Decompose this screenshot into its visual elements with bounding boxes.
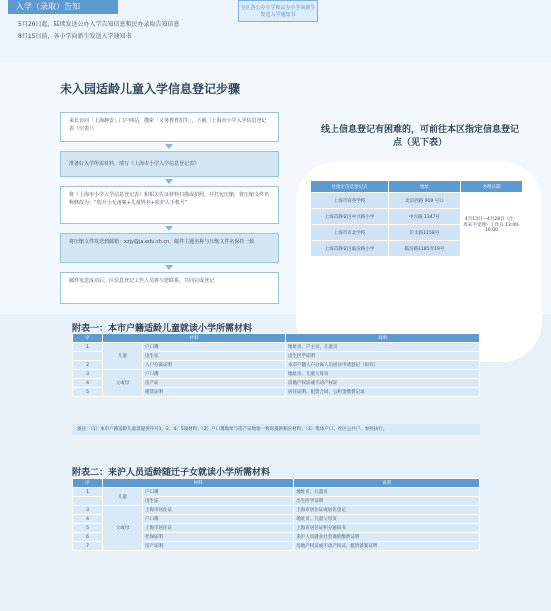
table-row-note: 居住证明、租赁合同、公积金缴费记录 xyxy=(285,388,479,397)
step-3: 将《上海市小学入学信息登记表》和相关佐证材料扫描或拍照，并打包压缩，将压缩文件名称修改为：“幼升小无备案+儿童姓名+监护人手机号” xyxy=(60,186,279,224)
table-row-note: 出生医学证明 xyxy=(285,352,479,361)
steps-panel xyxy=(0,62,551,314)
table-row-no: 3 xyxy=(73,370,103,379)
table1-title: 附表一：本市户籍适龄儿童就读小学所需材料 xyxy=(72,324,253,334)
table-row-no: 1 xyxy=(73,488,103,497)
table2-header-note: 说明 xyxy=(294,479,480,488)
table-row-item: 社保证明 xyxy=(143,533,294,542)
table-row-note: 地址页、户主页、儿童页 xyxy=(285,343,479,352)
table-row-no: 2 xyxy=(73,361,103,370)
date-line-1: 5月20日起，陆续发送公办入学告知信息和民办录取告知信息 xyxy=(18,21,180,28)
table-row-item: 房产证明 xyxy=(143,542,294,551)
section-tag: 入学（录取）告知 xyxy=(8,0,118,14)
table-row-group: 儿童 xyxy=(103,343,143,370)
table1-remarks: 备注：（1）本市户籍适龄儿童需提供序号1、2、4、5项材料；（2）户口簿地址与房产证地址一致时提供相应材料；（3）集体户口、社区公共户，参照执行。 xyxy=(72,424,480,435)
offline-title: 线上信息登记有困难的，可前往本区指定信息登记点（见下表） xyxy=(320,125,519,148)
table2 xyxy=(72,478,480,551)
table-row-note: 本市户籍人户分离人员居住申请登记（如有） xyxy=(285,361,479,370)
table1 xyxy=(72,333,480,397)
table-row-item: 户口簿 xyxy=(143,343,286,352)
table1-header-material: 材料 xyxy=(103,334,286,343)
table-row-note: 地址页、儿童父母页 xyxy=(294,515,480,524)
office-address: 北京西路 919 号口 xyxy=(389,193,461,209)
office-header-address: 地址 xyxy=(389,181,461,193)
table-row-item: 上海市居住证 xyxy=(143,524,294,533)
table-row-item: 户口簿 xyxy=(143,370,286,379)
step-1: 来长访问「上海静安」门户网站，搜索「义务教育招生」，下载《上海市小学入学信息登记表（空表）》 xyxy=(60,112,279,142)
table2-title: 附表二：来沪人员适龄随迁子女就读小学所需材料 xyxy=(72,468,271,478)
arrow-down-icon xyxy=(165,144,173,149)
table-row-note: 出生医学证明 xyxy=(294,497,480,506)
table-row-no: 6 xyxy=(73,533,103,542)
table-row-no: 1 xyxy=(73,343,103,352)
arrow-down-icon xyxy=(165,226,173,231)
table-row-note: 房地产权证或不动产权证、租赁备案证明 xyxy=(294,542,480,551)
office-address: 沪太路1158号 xyxy=(389,225,461,241)
top-banner xyxy=(0,0,551,62)
table-row-item: 出生证 xyxy=(143,352,286,361)
table-row-item: 出生证 xyxy=(143,497,294,506)
table-row-item: 户口簿 xyxy=(143,488,294,497)
table1-header-note: 说明 xyxy=(285,334,479,343)
table-row-note: 上海市居住证或居住登记 xyxy=(294,506,480,515)
arrow-down-icon xyxy=(165,265,173,270)
office-header-date: 办理日期 xyxy=(461,181,523,193)
table-row-item: 租赁证明 xyxy=(143,388,286,397)
table-row-note: 上海市居住证积分通知书 xyxy=(294,524,480,533)
table-row-no: 5 xyxy=(73,524,103,533)
table-row-group: 儿童 xyxy=(103,488,143,506)
office-name: 上海市市北学校 xyxy=(311,225,389,241)
table1-header-no: 序 xyxy=(73,334,103,343)
table2-header-no: 序 xyxy=(73,479,103,488)
office-header-name: 区指定信息登记点 xyxy=(311,181,389,193)
office-table xyxy=(310,180,523,257)
table-row-item: 户口簿 xyxy=(143,515,294,524)
step-4: 将压缩文件发送到邮箱：xzjy@ja.edu.sh.cn，邮件主题名称与压缩文件名保持一致 xyxy=(60,233,279,263)
table-row-no: 5 xyxy=(73,388,103,397)
notice-box: 全区各公办小学和民办小学向新生发送入学通知书 xyxy=(238,0,318,22)
step-5: 邮件发送成功后，区信息登记工作人员将与您联系，共同完成登记 xyxy=(60,272,279,304)
table-row-item: 上海市居住证 xyxy=(143,506,294,515)
office-hours: 4月13日—4月28日（注：周末不受理）工作日 13:00-16:00 xyxy=(461,193,523,257)
table-row-no: 3 xyxy=(73,506,103,515)
date-line-2: 8月15日前，各小学向新生发送入学通知书 xyxy=(18,33,132,40)
table-row-no: 4 xyxy=(73,515,103,524)
office-name: 上海市育英学校 xyxy=(311,193,389,209)
table2-header-material: 材料 xyxy=(103,479,294,488)
steps-title: 未入园适龄儿童入学信息登记步骤 xyxy=(60,82,241,96)
table-row-no: 4 xyxy=(73,379,103,388)
table-row-note: 地址页、儿童页 xyxy=(294,488,480,497)
arrow-down-icon xyxy=(165,179,173,184)
table-row-note: 房地产权证或不动产权证 xyxy=(285,379,479,388)
table-row-group: 父或母 xyxy=(103,370,143,397)
table-row-no xyxy=(73,497,103,506)
office-name: 上海市静安区临汾路小学 xyxy=(311,241,389,257)
office-name: 上海市静安区中兴路小学 xyxy=(311,209,389,225)
table-row-item: 房产证 xyxy=(143,379,286,388)
office-address: 中兴路 1347号 xyxy=(389,209,461,225)
office-address: 临汾路1185弄19号 xyxy=(389,241,461,257)
table-row-no xyxy=(73,352,103,361)
table-row-note: 来沪人员就业社会保险缴费证明 xyxy=(294,533,480,542)
table-row-group: 父或母 xyxy=(103,506,143,551)
table-row-note: 地址页、儿童父母页 xyxy=(285,370,479,379)
step-2: 准备好入学所需材料，填写《上海市小学入学信息登记表》 xyxy=(60,151,279,177)
table-row-no: 7 xyxy=(73,542,103,551)
table-row-item: 入户分离证明 xyxy=(143,361,286,370)
